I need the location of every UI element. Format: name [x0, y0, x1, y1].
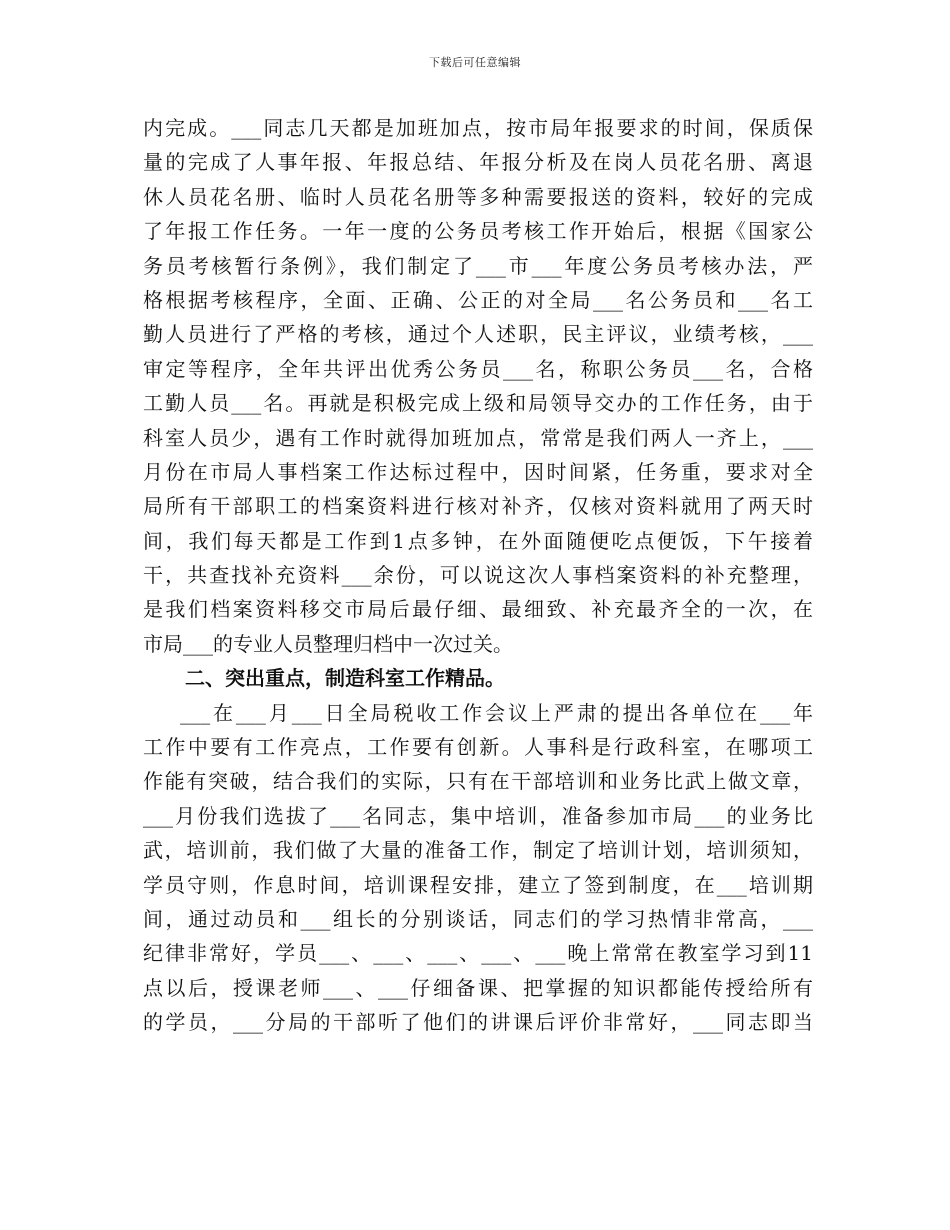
text-line: ___在___月___日全局税收工作会议上严肃的提出各单位在___年: [143, 700, 813, 725]
text-line: 间，我们每天都是工作到1点多钟，在外面随便吃点便饭，下午接着: [143, 528, 813, 553]
text-line: 学员守则，作息时间，培训课程安排，建立了签到制度，在___培训期: [143, 872, 813, 897]
text-line: 休人员花名册、临时人员花名册等多种需要报送的资料，较好的完成: [143, 184, 813, 209]
document-body: [143, 111, 813, 1040]
text-line: ___月份我们选拔了___名同志，集中培训，准备参加市局___的业务比: [143, 803, 813, 828]
text-line: 间，通过动员和___组长的分别谈话，同志们的学习热情非常高，___: [143, 906, 813, 931]
text-line: 点以后，授课老师___、___仔细备课、把掌握的知识都能传授给所有: [143, 975, 813, 1000]
text-line: 了年报工作任务。一年一度的公务员考核工作开始后，根据《国家公: [143, 219, 813, 244]
page-header: 下载后可任意编辑: [429, 56, 521, 69]
text-line: 务员考核暂行条例》，我们制定了___市___年度公务员考核办法，严: [143, 253, 813, 278]
text-line: 勤人员进行了严格的考核，通过个人述职，民主评议，业绩考核，___: [143, 322, 813, 347]
text-line: 科室人员少，遇有工作时就得加班加点，常常是我们两人一齐上，___: [143, 425, 813, 450]
text-line: 市局___的专业人员整理归档中一次过关。: [143, 631, 513, 656]
text-line: 内完成。___同志几天都是加班加点，按市局年报要求的时间，保质保: [143, 116, 813, 140]
text-line: 格根据考核程序，全面、正确、公正的对全局___名公务员和___名工: [143, 287, 813, 312]
text-line: 是我们档案资料移交市局后最仔细、最细致、补充最齐全的一次，在: [143, 597, 813, 622]
text-line: 月份在市局人事档案工作达标过程中，因时间紧，任务重，要求对全: [143, 459, 813, 484]
paragraph-2: [143, 696, 813, 1040]
text-line: 纪律非常好，学员___、___、___、___、___晚上常常在教室学习到11: [143, 941, 813, 966]
text-line: 工作中要有工作亮点，工作要有创新。人事科是行政科室，在哪项工: [143, 735, 813, 760]
text-line: 工勤人员___名。再就是积极完成上级和局领导交办的工作任务，由于: [143, 391, 813, 416]
text-line: 武，培训前，我们做了大量的准备工作，制定了培训计划，培训须知，: [143, 838, 813, 863]
section-heading: 二、突出重点，制造科室工作精品。: [185, 666, 505, 691]
text-line: 局所有干部职工的档案资料进行核对补齐，仅核对资料就用了两天时: [143, 494, 813, 519]
text-line: 干，共查找补充资料___余份，可以说这次人事档案资料的补充整理，: [143, 563, 813, 588]
text-line: 的学员，___分局的干部听了他们的讲课后评价非常好，___同志即当: [143, 1010, 813, 1035]
paragraph-1: [143, 111, 813, 661]
text-line: 量的完成了人事年报、年报总结、年报分析及在岗人员花名册、离退: [143, 150, 813, 175]
text-line: 作能有突破，结合我们的实际，只有在干部培训和业务比武上做文章，: [143, 769, 813, 794]
text-line: 审定等程序，全年共评出优秀公务员___名，称职公务员___名，合格: [143, 356, 813, 381]
